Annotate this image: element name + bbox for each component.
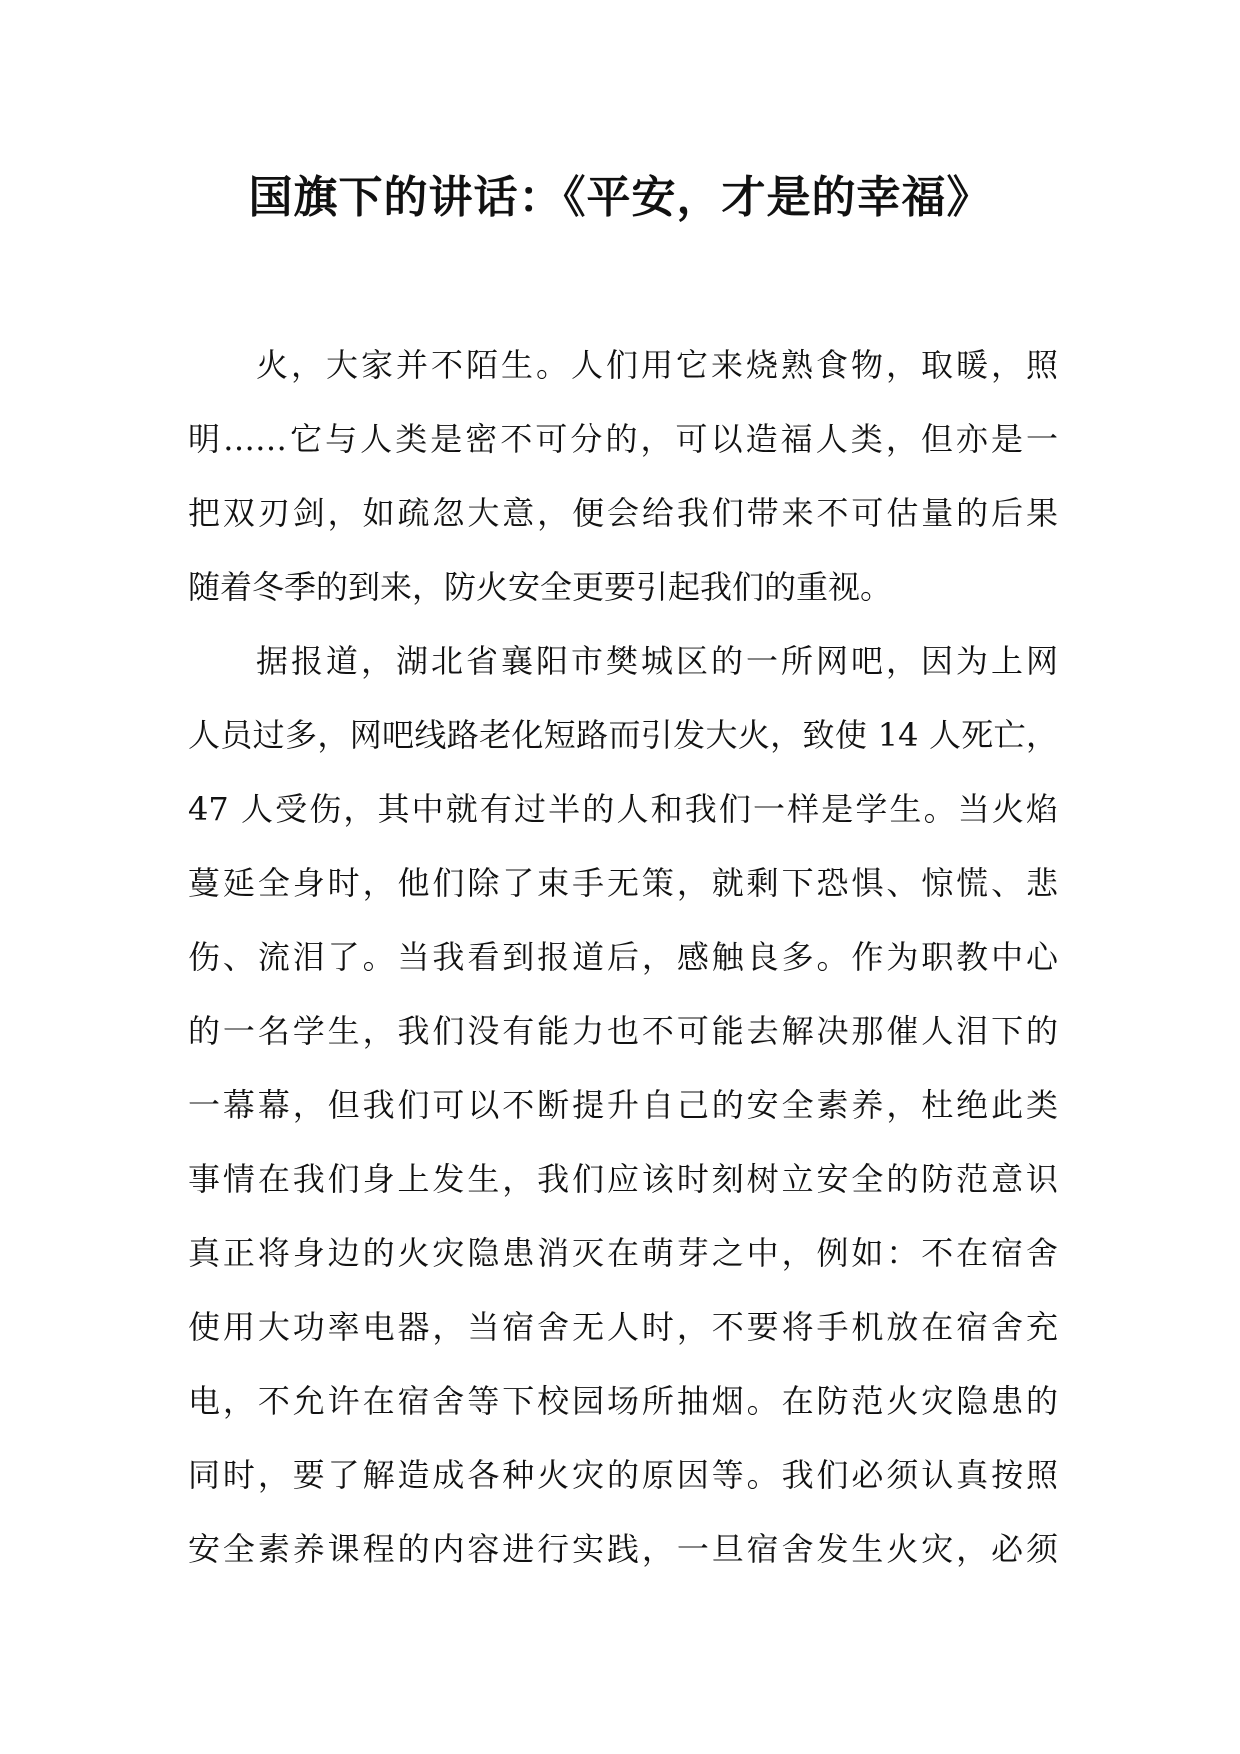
- paragraph-2-line-6: 的一名学生，我们没有能力也不可能去解决那催人泪下的: [188, 1012, 1058, 1050]
- page-title: 国旗下的讲话：《平安，才是的幸福》: [248, 172, 992, 223]
- paragraph-2-line-11: 电，不允许在宿舍等下校园场所抽烟。在防范火灾隐患的: [188, 1382, 1058, 1420]
- paragraph-2-line-10: 使用大功率电器，当宿舍无人时，不要将手机放在宿舍充: [188, 1308, 1058, 1346]
- paragraph-2-line-3: 47 人受伤，其中就有过半的人和我们一样是学生。当火焰: [188, 790, 1058, 828]
- paragraph-2-line-1: 据报道，湖北省襄阳市樊城区的一所网吧，因为上网: [256, 642, 1058, 680]
- paragraph-2-line-2: 人员过多，网吧线路老化短路而引发大火，致使 14 人死亡，: [188, 716, 1058, 754]
- paragraph-2-line-7: 一幕幕，但我们可以不断提升自己的安全素养，杜绝此类: [188, 1086, 1058, 1124]
- paragraph-2-line-9: 真正将身边的火灾隐患消灭在萌芽之中，例如：不在宿舍: [188, 1234, 1058, 1272]
- paragraph-2-line-8: 事情在我们身上发生，我们应该时刻树立安全的防范意识: [188, 1160, 1058, 1198]
- paragraph-1-line-4: 随着冬季的到来，防火安全更要引起我们的重视。: [188, 568, 893, 606]
- paragraph-2-line-13: 安全素养课程的内容进行实践，一旦宿舍发生火灾，必须: [188, 1530, 1058, 1568]
- paragraph-1-line-1: 火，大家并不陌生。人们用它来烧熟食物，取暖，照: [256, 346, 1058, 384]
- paragraph-1-line-3: 把双刃剑，如疏忽大意，便会给我们带来不可估量的后果: [188, 494, 1058, 532]
- paragraph-2-line-12: 同时，要了解造成各种火灾的原因等。我们必须认真按照: [188, 1456, 1058, 1494]
- paragraph-1-line-2: 明……它与人类是密不可分的，可以造福人类，但亦是一: [188, 420, 1058, 458]
- paragraph-2-line-4: 蔓延全身时，他们除了束手无策，就剩下恐惧、惊慌、悲: [188, 864, 1058, 902]
- paragraph-2-line-5: 伤、流泪了。当我看到报道后，感触良多。作为职教中心: [188, 938, 1058, 976]
